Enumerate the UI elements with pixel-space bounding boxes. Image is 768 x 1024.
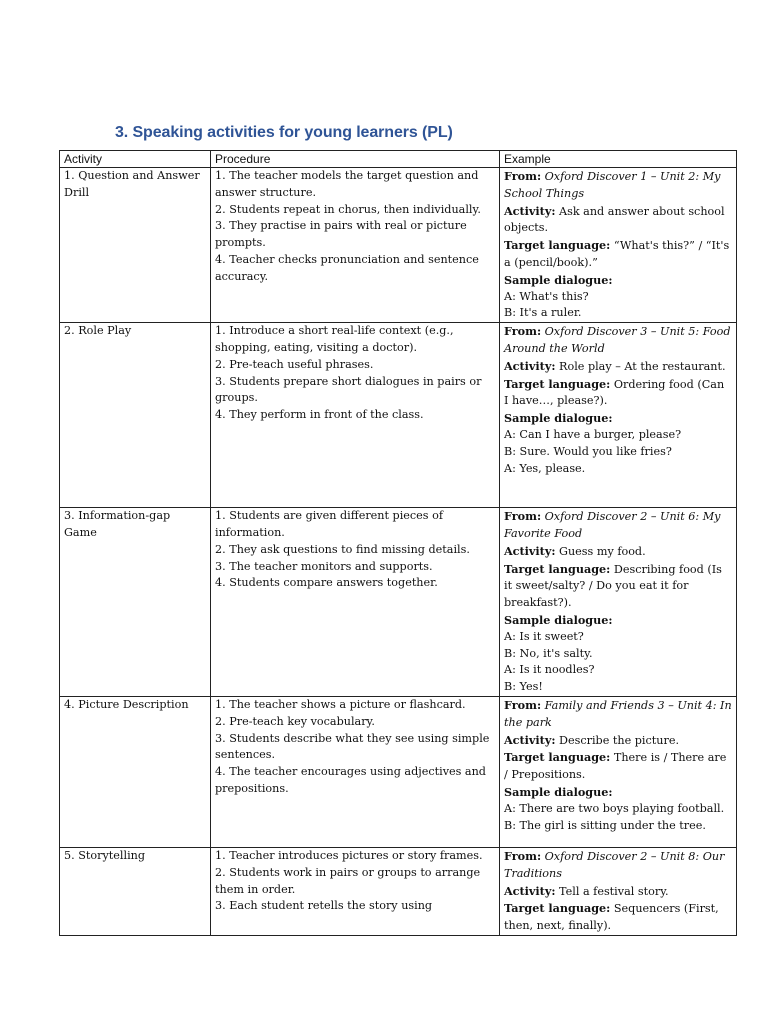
- procedure-step: 1. The teacher shows a picture or flashcard.: [215, 697, 466, 711]
- procedure-cell: [211, 323, 500, 508]
- sample-dialogue-label: Sample dialogue:: [504, 272, 613, 287]
- procedure-step: 4. They perform in front of the class.: [215, 408, 424, 422]
- table-row: [60, 696, 737, 847]
- dialogue-line: A: Is it noodles?: [504, 663, 595, 677]
- procedure-step: 4. The teacher encourages using adjectives and prepositions.: [215, 765, 486, 795]
- table-row: [60, 508, 737, 697]
- from-label: From:: [504, 848, 542, 863]
- from-label: From:: [504, 324, 542, 339]
- procedure-step: 1. Teacher introduces pictures or story frames.: [215, 848, 483, 862]
- procedure-step: 1. Students are given different pieces of information.: [215, 509, 443, 539]
- source-text: Oxford Discover 3 – Unit 5: Food Around the World: [504, 325, 731, 355]
- from-label: From:: [504, 509, 542, 524]
- activity-name: 3. Information-gap Game: [64, 509, 171, 539]
- procedure-cell: [211, 168, 500, 323]
- procedure-cell: [211, 508, 500, 697]
- table-row: [60, 168, 737, 323]
- example-cell: [500, 696, 737, 847]
- dialogue-line: A: Is it sweet?: [504, 629, 584, 643]
- procedure-step: 2. Pre-teach useful phrases.: [215, 357, 374, 371]
- target-language-text: Ordering food (Can I have…, please?).: [504, 377, 725, 408]
- dialogue-line: B: It's a ruler.: [504, 306, 582, 320]
- activity-label: Activity:: [504, 543, 556, 558]
- target-language-label: Target language:: [504, 750, 611, 765]
- procedure-cell: [211, 847, 500, 935]
- procedure-step: 3. They practise in pairs with real or picture prompts.: [215, 219, 467, 250]
- activity-label: Activity:: [504, 358, 556, 373]
- activities-table: [59, 150, 737, 936]
- activity-label: Activity:: [504, 732, 556, 747]
- procedure-cell: [211, 696, 500, 847]
- activity-text: Guess my food.: [559, 544, 646, 558]
- sample-dialogue-label: Sample dialogue:: [504, 784, 613, 799]
- dialogue-line: A: Yes, please.: [504, 461, 586, 475]
- sample-dialogue-label: Sample dialogue:: [504, 612, 613, 627]
- target-language-text: “What's this?” / “It's a (pencil/book).”: [504, 239, 730, 269]
- activity-text: Ask and answer about school objects.: [504, 204, 725, 235]
- dialogue-line: B: Sure. Would you like fries?: [504, 444, 672, 458]
- target-language-label: Target language:: [504, 238, 611, 253]
- from-label: From:: [504, 169, 542, 183]
- dialogue-line: A: What's this?: [504, 289, 589, 303]
- activity-cell: [60, 323, 211, 508]
- target-language-text: There is / There are / Prepositions.: [504, 751, 727, 782]
- procedure-step: 2. Students repeat in chorus, then individually.: [215, 202, 481, 216]
- section-heading: 3. Speaking activities for young learners (PL): [115, 124, 453, 141]
- activity-label: Activity:: [504, 883, 556, 898]
- procedure-step: 1. Introduce a short real-life context (e.g., shopping, eating, visiting a doctor).: [215, 324, 454, 354]
- dialogue-line: B: No, it's salty.: [504, 646, 593, 660]
- sample-dialogue-label: Sample dialogue:: [504, 411, 613, 426]
- activity-name: 2. Role Play: [64, 324, 132, 338]
- header-activity: Activity: [60, 151, 211, 168]
- from-label: From:: [504, 697, 542, 712]
- activity-name: 5. Storytelling: [64, 848, 146, 862]
- activity-cell: [60, 168, 211, 323]
- table-header-row: [60, 151, 737, 168]
- table-row: [60, 847, 737, 935]
- activity-cell: [60, 696, 211, 847]
- procedure-step: 2. They ask questions to find missing details.: [215, 542, 470, 556]
- procedure-step: 3. Students prepare short dialogues in pairs or groups.: [215, 374, 482, 405]
- dialogue-line: A: Can I have a burger, please?: [504, 427, 682, 441]
- procedure-step: 4. Teacher checks pronunciation and sentence accuracy.: [215, 252, 479, 283]
- activity-label: Activity:: [504, 203, 556, 218]
- source-text: Oxford Discover 2 – Unit 6: My Favorite Food: [504, 510, 721, 540]
- procedure-step: 3. Each student retells the story using: [215, 899, 433, 913]
- activity-text: Describe the picture.: [559, 733, 680, 747]
- procedure-step: 3. The teacher monitors and supports.: [215, 559, 433, 573]
- example-cell: [500, 168, 737, 323]
- target-language-label: Target language:: [504, 901, 611, 916]
- header-example: Example: [500, 151, 737, 168]
- source-text: Family and Friends 3 – Unit 4: In the park: [504, 698, 732, 729]
- dialogue-line: A: There are two boys playing football.: [504, 801, 725, 815]
- example-cell: [500, 323, 737, 508]
- procedure-step: 1. The teacher models the target question and answer structure.: [215, 169, 479, 199]
- source-text: Oxford Discover 1 – Unit 2: My School Things: [504, 170, 721, 200]
- example-cell: [500, 847, 737, 935]
- procedure-step: 2. Students work in pairs or groups to arrange them in order.: [215, 865, 481, 896]
- dialogue-line: B: Yes!: [504, 680, 543, 694]
- header-procedure: Procedure: [211, 151, 500, 168]
- procedure-step: 2. Pre-teach key vocabulary.: [215, 714, 375, 728]
- activity-name: 4. Picture Description: [64, 697, 189, 711]
- procedure-step: 4. Students compare answers together.: [215, 576, 438, 590]
- target-language-label: Target language:: [504, 561, 611, 576]
- target-language-text: Describing food (Is it sweet/salty? / Do you eat it for breakfast?).: [504, 562, 722, 610]
- source-text: Oxford Discover 2 – Unit 8: Our Traditions: [504, 849, 725, 880]
- activity-name: 1. Question and Answer Drill: [64, 169, 200, 199]
- activity-cell: [60, 847, 211, 935]
- activity-text: Role play – At the restaurant.: [559, 359, 726, 373]
- activity-text: Tell a festival story.: [559, 884, 669, 898]
- target-language-text: Sequencers (First, then, next, finally).: [504, 902, 719, 933]
- target-language-label: Target language:: [504, 376, 611, 391]
- table-row: [60, 323, 737, 508]
- procedure-step: 3. Students describe what they see using simple sentences.: [215, 731, 490, 762]
- activity-cell: [60, 508, 211, 697]
- example-cell: [500, 508, 737, 697]
- dialogue-line: B: The girl is sitting under the tree.: [504, 818, 706, 832]
